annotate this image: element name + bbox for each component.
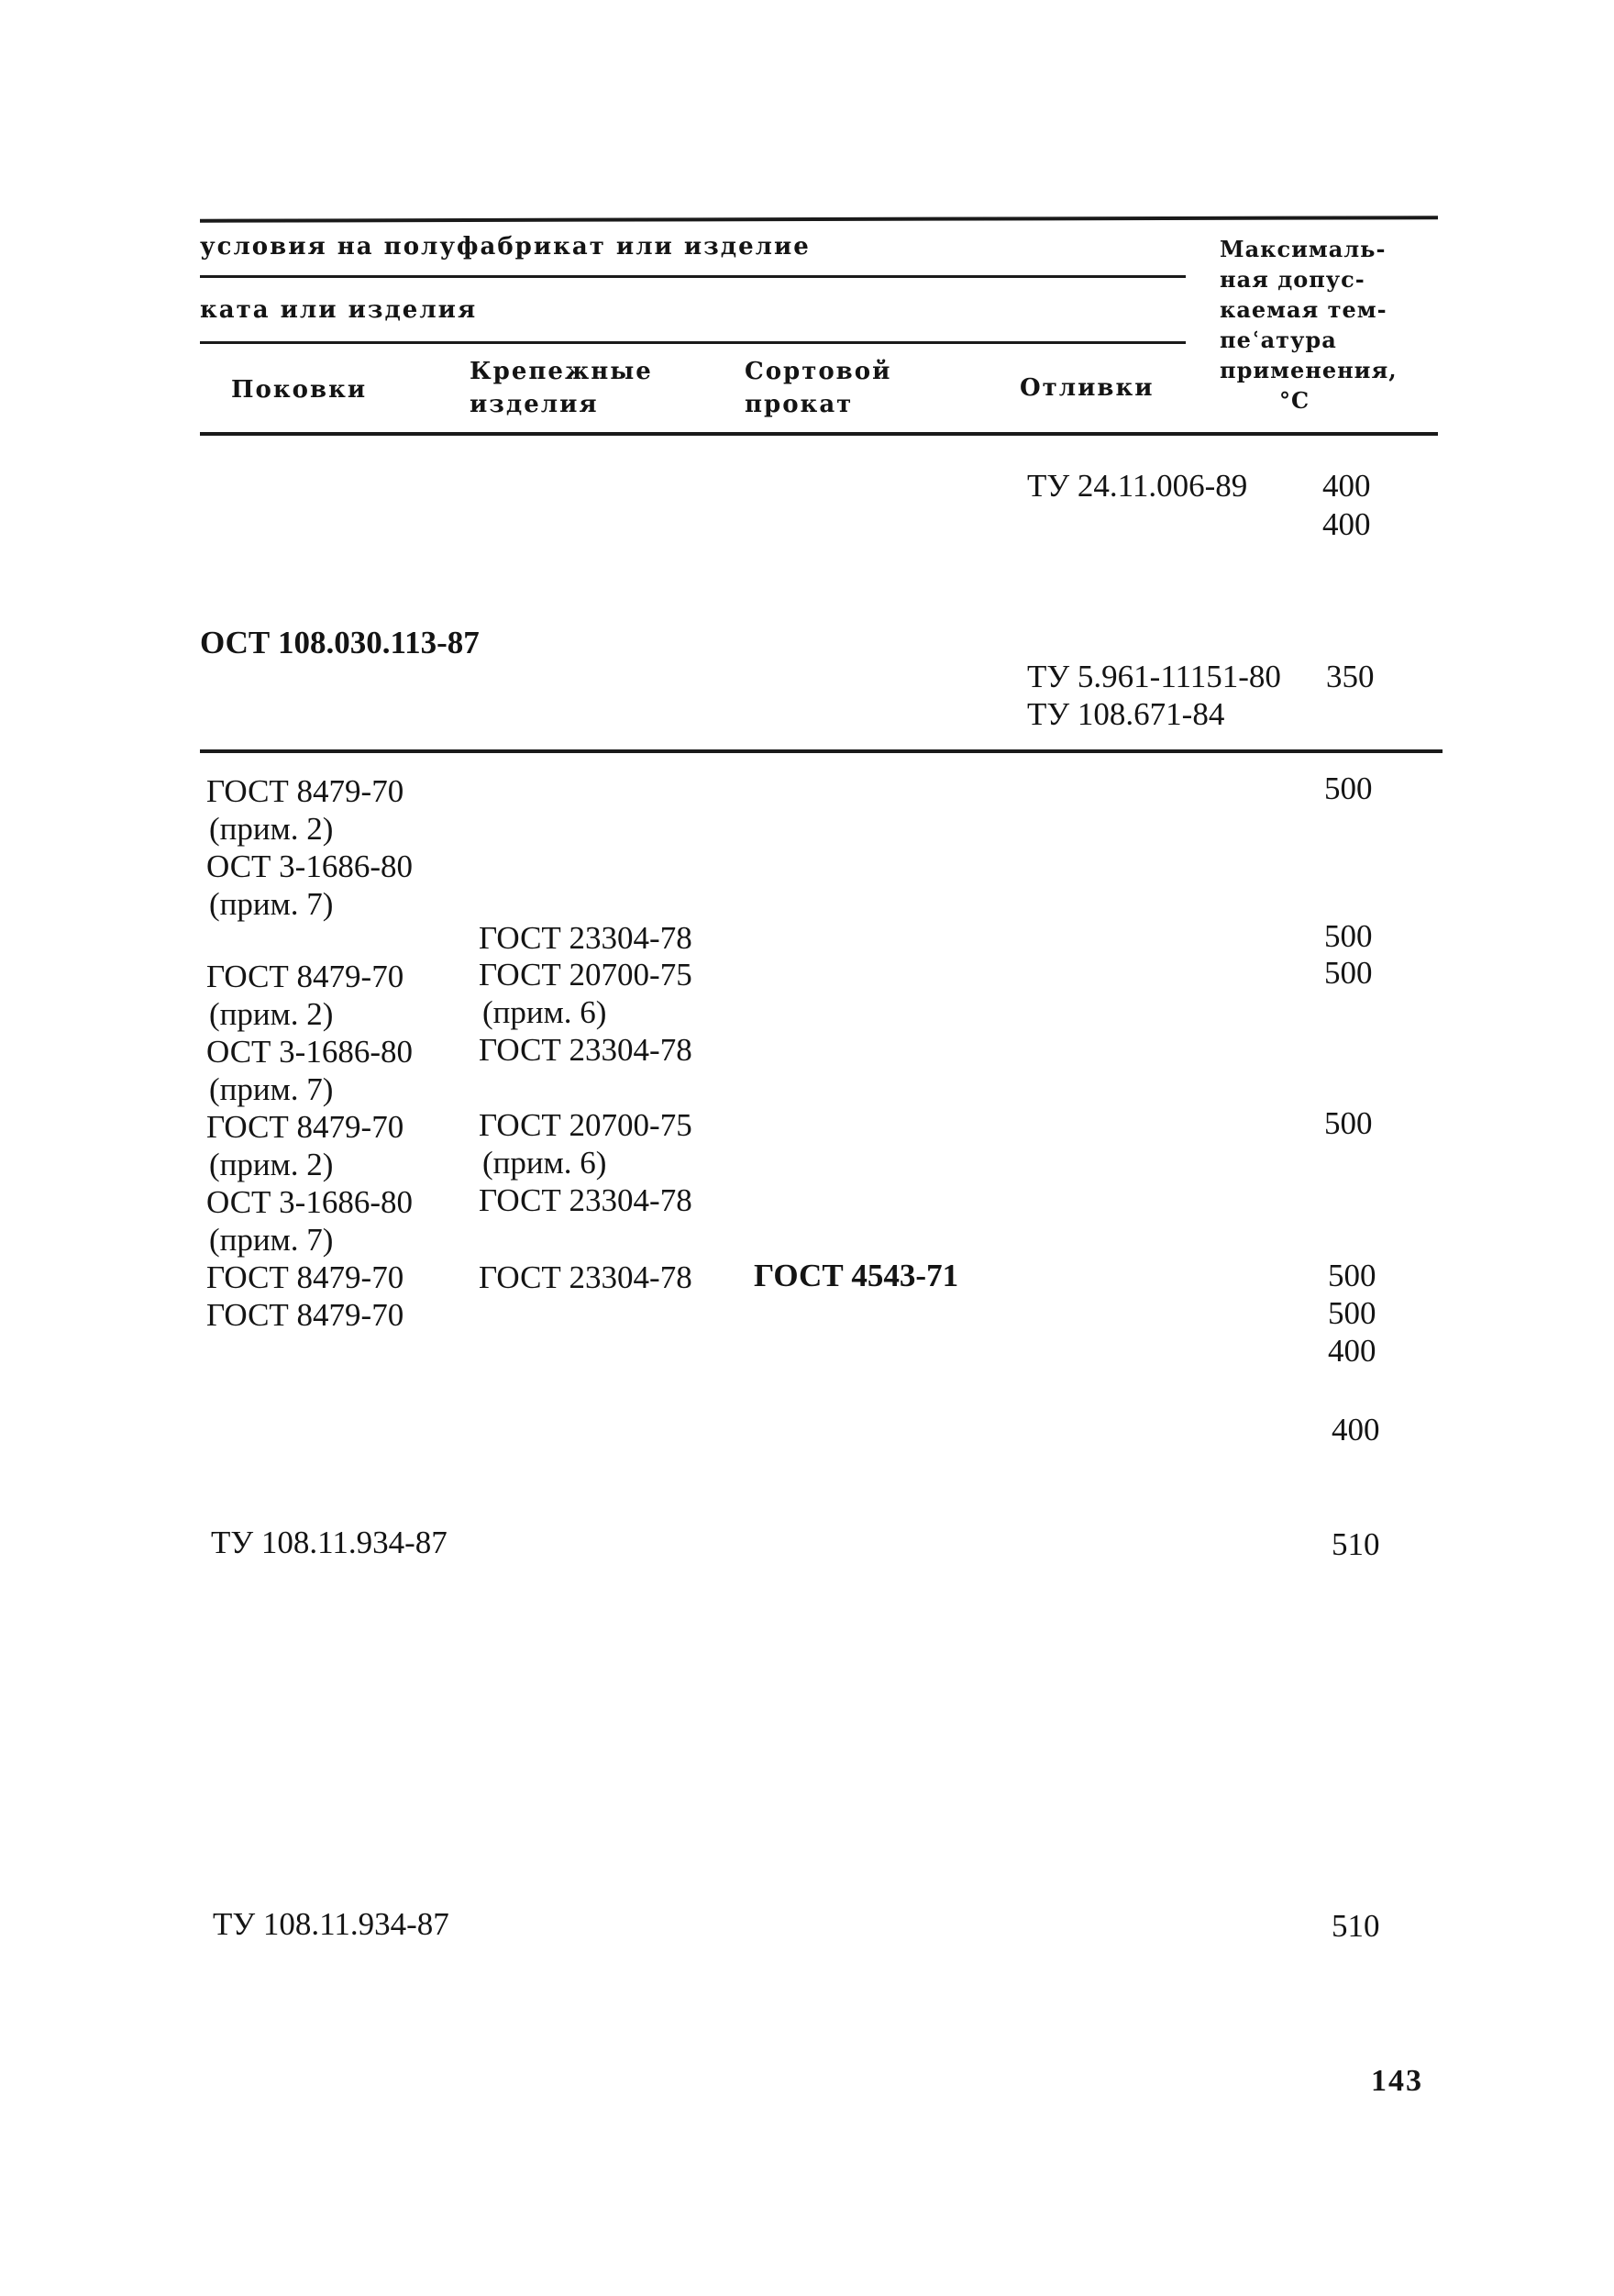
header-bottom-rule (200, 432, 1438, 436)
header-rule-3 (200, 341, 1186, 344)
casting-spec: ТУ 5.961-11151-80 (1027, 659, 1281, 694)
max-temp-line-3: каемая тем- (1220, 296, 1387, 323)
forging-spec: ОСТ 3-1686-80 (206, 1184, 413, 1220)
forging-spec: ТУ 108.11.934-87 (213, 1906, 449, 1942)
header-row1: условия на полуфабрикат или изделие (200, 233, 811, 261)
forging-spec: ГОСТ 8479-70 (206, 1109, 404, 1145)
forging-spec: ГОСТ 8479-70 (206, 773, 404, 809)
forging-note: (прим. 7) (209, 1071, 334, 1107)
col-castings-header: Отливки (1020, 374, 1155, 402)
fastener-note: (прим. 6) (482, 1145, 607, 1181)
col-max-temp-header (1220, 234, 1440, 416)
max-temp-value: 510 (1332, 1908, 1380, 1944)
fastener-spec: ГОСТ 20700-75 (479, 957, 692, 993)
forging-spec: ГОСТ 8479-70 (206, 1297, 404, 1333)
col-rolled-header-2: прокат (745, 391, 854, 418)
fastener-spec: ГОСТ 20700-75 (479, 1107, 692, 1143)
section-divider-rule (200, 749, 1443, 753)
fastener-spec: ГОСТ 23304-78 (479, 1259, 692, 1295)
header-rule-2 (200, 275, 1186, 278)
max-temp-value: 500 (1324, 771, 1373, 806)
ost-standard-heading: ОСТ 108.030.113-87 (200, 625, 480, 660)
forging-note: (прим. 7) (209, 886, 334, 922)
max-temp-value: 510 (1332, 1526, 1380, 1562)
max-temp-line-4: пеʿатура (1220, 327, 1337, 353)
forging-spec: ОСТ 3-1686-80 (206, 1034, 413, 1070)
fastener-note: (прим. 6) (482, 994, 607, 1030)
max-temp-value: 500 (1328, 1295, 1376, 1331)
max-temp-value: 400 (1322, 506, 1371, 542)
max-temp-line-5: применения, (1220, 357, 1398, 383)
forging-spec: ОСТ 3-1686-80 (206, 849, 413, 884)
max-temp-line-1: Максималь- (1220, 236, 1387, 262)
col-forgings-header: Поковки (231, 376, 368, 404)
col-rolled-header-1: Сортовой (745, 358, 892, 385)
fastener-spec: ГОСТ 23304-78 (479, 1032, 692, 1068)
fastener-spec: ГОСТ 23304-78 (479, 1182, 692, 1218)
forging-note: (прим. 2) (209, 811, 334, 847)
forging-spec: ТУ 108.11.934-87 (211, 1525, 448, 1560)
max-temp-value: 500 (1328, 1258, 1376, 1293)
max-temp-value: 400 (1328, 1333, 1376, 1369)
header-row2: ката или изделия (200, 296, 478, 324)
max-temp-line-2: ная допус- (1220, 266, 1365, 293)
casting-spec: ТУ 108.671-84 (1027, 696, 1225, 732)
col-fasteners-header-2: изделия (470, 391, 599, 418)
max-temp-line-6: °С (1279, 387, 1310, 414)
page-number: 143 (1371, 2064, 1423, 2098)
casting-spec: ТУ 24.11.006-89 (1027, 468, 1248, 504)
rolled-stock-spec: ГОСТ 4543-71 (754, 1258, 959, 1293)
forging-spec: ГОСТ 8479-70 (206, 1259, 404, 1295)
forging-note: (прим. 2) (209, 1147, 334, 1182)
forging-note: (прим. 7) (209, 1222, 334, 1258)
max-temp-value: 350 (1326, 659, 1375, 694)
header-top-rule (200, 216, 1438, 223)
forging-spec: ГОСТ 8479-70 (206, 959, 404, 994)
max-temp-value: 500 (1324, 955, 1373, 991)
col-fasteners-header-1: Крепежные (470, 358, 653, 385)
max-temp-value: 400 (1332, 1412, 1380, 1447)
max-temp-value: 500 (1324, 918, 1373, 954)
forging-note: (прим. 2) (209, 996, 334, 1032)
fastener-spec: ГОСТ 23304-78 (479, 920, 692, 956)
max-temp-value: 500 (1324, 1105, 1373, 1141)
max-temp-value: 400 (1322, 468, 1371, 504)
